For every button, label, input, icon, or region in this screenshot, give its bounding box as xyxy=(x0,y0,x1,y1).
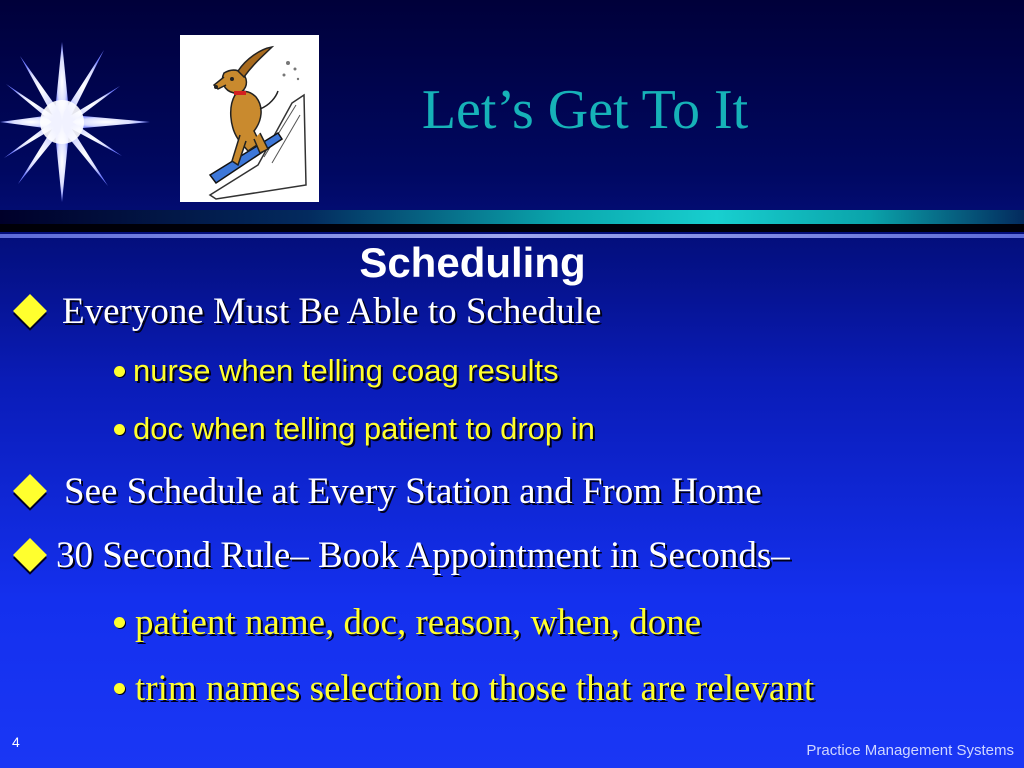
bullet-text: Everyone Must Be Able to Schedule xyxy=(62,290,602,332)
diamond-bullet-icon xyxy=(13,538,47,572)
slide-number: 4 xyxy=(12,734,20,750)
sub-bullet-text: patient name, doc, reason, when, done xyxy=(135,601,702,643)
sparkle-star-icon xyxy=(0,40,150,215)
dot-bullet-icon xyxy=(114,617,125,628)
sub-bullet-item xyxy=(114,352,559,390)
accent-bar-shadow xyxy=(0,224,1024,232)
slide-title: Let’s Get To It xyxy=(421,79,749,141)
diamond-bullet-icon xyxy=(13,474,47,508)
bullet-item xyxy=(18,290,601,332)
diamond-bullet-icon xyxy=(13,294,47,328)
dot-bullet-icon xyxy=(114,683,125,694)
sub-bullet-text: doc when telling patient to drop in xyxy=(133,411,595,446)
dot-bullet-icon xyxy=(114,424,125,435)
bullet-item xyxy=(18,534,790,576)
sub-bullet-item xyxy=(114,410,595,448)
bullet-item xyxy=(18,470,762,512)
sub-bullet-item xyxy=(114,666,814,710)
sub-bullet-text: nurse when telling coag results xyxy=(133,353,559,388)
bullet-text: 30 Second Rule– Book Appointment in Seconds– xyxy=(56,534,790,576)
bullet-text: See Schedule at Every Station and From Home xyxy=(64,470,762,512)
dog-snowboarding-illustration xyxy=(180,35,319,202)
slide-footer: Practice Management Systems xyxy=(806,742,1014,759)
accent-bar xyxy=(0,210,1024,224)
slide-subtitle: Scheduling xyxy=(359,239,586,286)
sub-bullet-item xyxy=(114,600,701,644)
dot-bullet-icon xyxy=(114,366,125,377)
sub-bullet-text: trim names selection to those that are relevant xyxy=(135,667,815,709)
